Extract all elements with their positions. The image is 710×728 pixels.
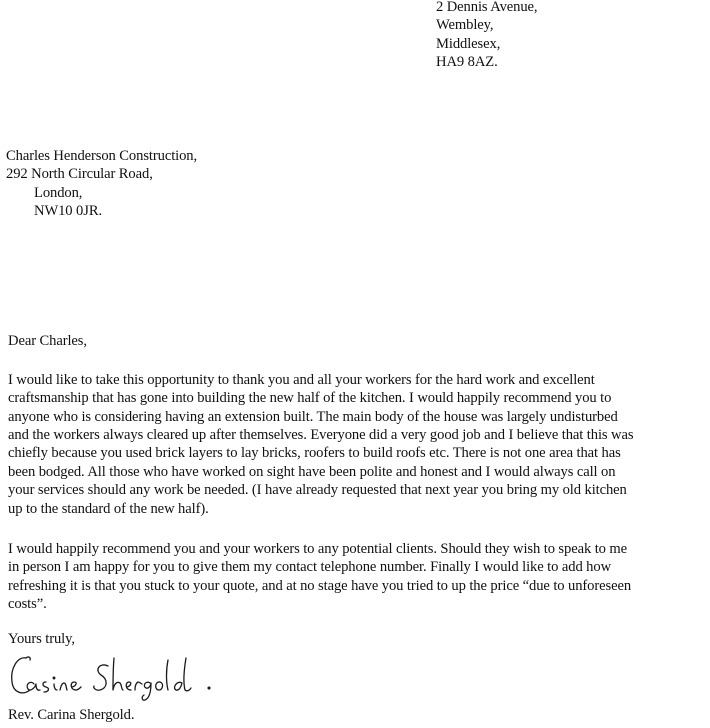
body-paragraph-1-line: chiefly because you used brick layers to lay bricks, roofers to build roofs etc. There is not one area that has xyxy=(8,445,621,461)
recipient-address-line: 292 North Circular Road, xyxy=(6,166,153,182)
recipient-address-line: NW10 0JR. xyxy=(34,203,103,219)
sender-address-line: Wembley, xyxy=(436,17,494,33)
body-paragraph-1-line: up to the standard of the new half). xyxy=(8,501,209,517)
body-paragraph-2-line: in person I am happy for you to give them my contact telephone number. Finally I would like to add how xyxy=(8,559,612,575)
body-paragraph-1-line: your services should any work be needed. (I have already requested that next year you bring my old kitchen xyxy=(8,482,627,498)
body-paragraph-2-line: refreshing it is that you stuck to your quote, and at no stage have you tried to up the price “due to unforeseen xyxy=(8,578,632,594)
body-paragraph-1-line: anyone who is considering having an extension built. The main body of the house was largely undisturbed xyxy=(8,409,618,425)
body-paragraph-2-line: costs”. xyxy=(8,596,47,612)
body-paragraph-1-line: I would like to take this opportunity to thank you and all your workers for the hard work and excellent xyxy=(8,372,595,388)
body-paragraph-1-line: craftsmanship that has gone into building the new half of the kitchen. I would happily recommend you to xyxy=(8,390,612,406)
recipient-address-line: Charles Henderson Construction, xyxy=(6,148,198,164)
body-paragraph-1-line: and the workers always cleared up after themselves. Everyone did a very good job and I believe that this was xyxy=(8,427,634,443)
sender-address-line: 2 Dennis Avenue, xyxy=(436,0,538,15)
salutation: Dear Charles, xyxy=(8,333,87,349)
body-paragraph-2-line: I would happily recommend you and your workers to any potential clients. Should they wish to speak to me xyxy=(8,541,628,557)
sender-address-line: Middlesex, xyxy=(436,36,501,52)
body-paragraph-1-line: been bodged. All those who have worked on sight have been polite and honest and I would always call on xyxy=(8,464,616,480)
handwritten-signature xyxy=(4,646,234,706)
sender-address-line: HA9 8AZ. xyxy=(436,54,498,70)
signer-name: Rev. Carina Shergold. xyxy=(8,707,135,723)
recipient-address-line: London, xyxy=(34,185,83,201)
closing: Yours truly, xyxy=(8,631,75,647)
